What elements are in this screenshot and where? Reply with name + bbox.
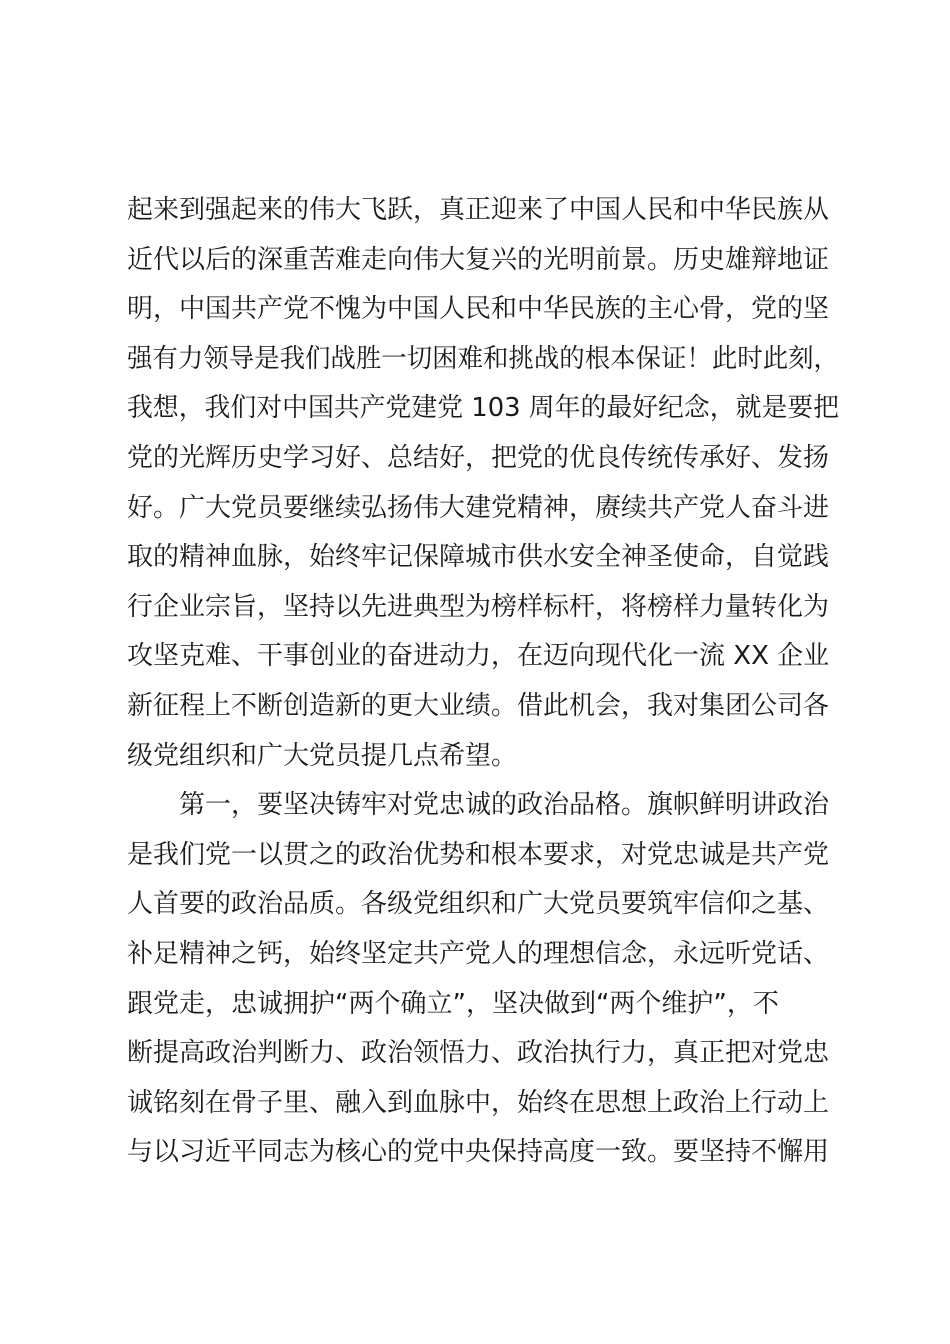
text-line: 级党组织和广大党员提几点希望。 xyxy=(127,740,518,771)
text-line: 强有力领导是我们战胜一切困难和挑战的根本保证！此时此刻， xyxy=(127,343,839,374)
text-line: 新征程上不断创造新的更大业绩。借此机会，我对集团公司各 xyxy=(127,690,830,721)
text-line: 诚铭刻在骨子里、融入到血脉中，始终在思想上政治上行动上 xyxy=(127,1087,830,1118)
text-line: 与以习近平同志为核心的党中央保持高度一致。要坚持不懈用 xyxy=(127,1137,830,1168)
text-line: 补足精神之钙，始终坚定共产党人的理想信念，永远听党话、 xyxy=(127,938,830,969)
text-line: 行企业宗旨，坚持以先进典型为榜样标杆，将榜样力量转化为 xyxy=(127,591,830,622)
paragraph-first-line: 第一，要坚决铸牢对党忠诚的政治品格。旗帜鲜明讲政治 xyxy=(179,790,830,821)
text-line: 跟党走，忠诚拥护“两个确立”，坚决做到“两个维护”，不 xyxy=(127,988,779,1019)
text-line: 攻坚克难、干事创业的奋进动力，在迈向现代化一流 XX 企业 xyxy=(127,641,830,672)
text-line: 好。广大党员要继续弘扬伟大建党精神，赓续共产党人奋斗进 xyxy=(127,492,830,523)
text-line: 取的精神血脉，始终牢记保障城市供水安全神圣使命，自觉践 xyxy=(127,542,830,573)
text-line: 是我们党一以贯之的政治优势和根本要求，对党忠诚是共产党 xyxy=(127,839,830,870)
text-line: 党的光辉历史学习好、总结好，把党的优良传统传承好、发扬 xyxy=(127,442,830,473)
text-line: 近代以后的深重苦难走向伟大复兴的光明前景。历史雄辩地证 xyxy=(127,244,830,275)
text-line: 我想，我们对中国共产党建党 103 周年的最好纪念，就是要把 xyxy=(127,393,839,424)
text-line: 起来到强起来的伟大飞跃，真正迎来了中国人民和中华民族从 xyxy=(127,195,830,225)
text-line: 人首要的政治品质。各级党组织和广大党员要筑牢信仰之基、 xyxy=(127,889,830,920)
text-line: 明，中国共产党不愧为中国人民和中华民族的主心骨，党的坚 xyxy=(127,294,830,325)
body-text xyxy=(127,186,839,1178)
text-line: 断提高政治判断力、政治领悟力、政治执行力，真正把对党忠 xyxy=(127,1038,830,1069)
